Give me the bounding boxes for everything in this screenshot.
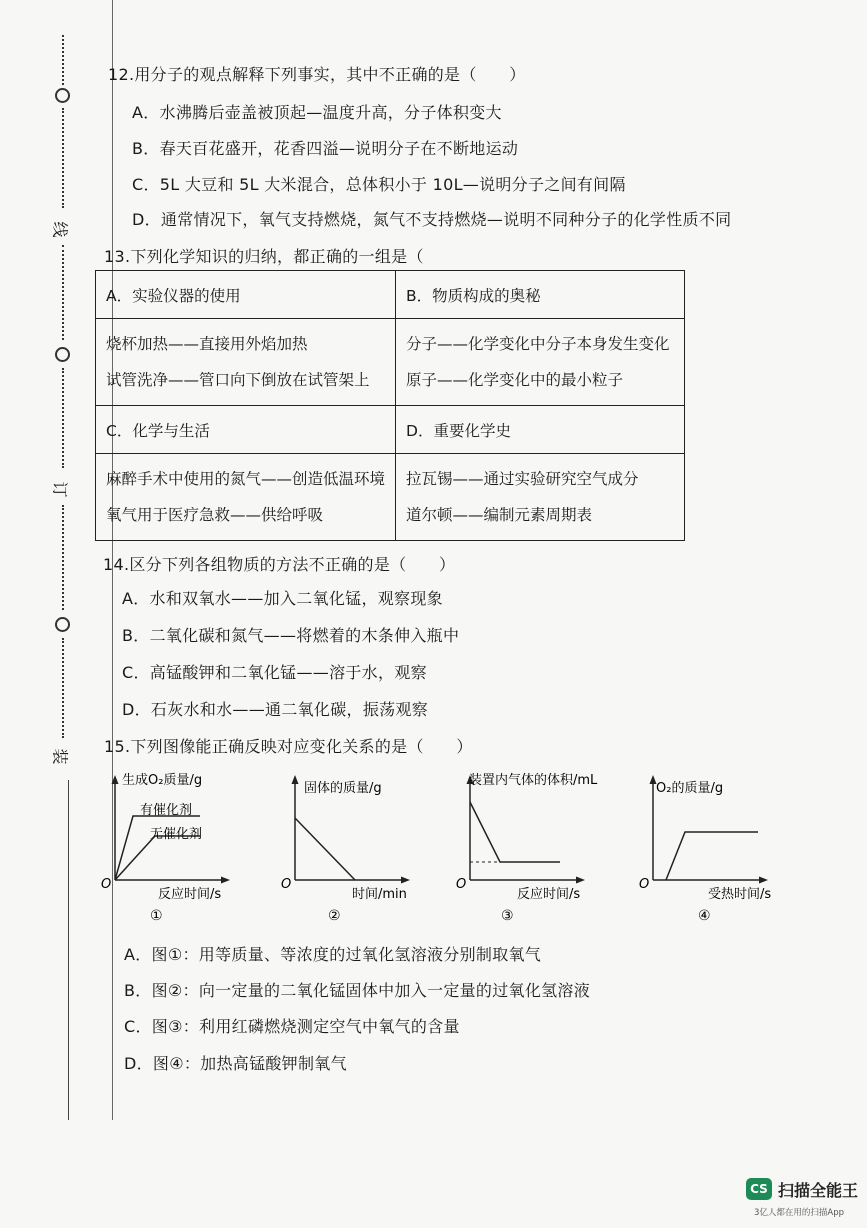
graph-3-svg <box>455 770 645 930</box>
q15-option-a: A．图①：用等质量、等浓度的过氧化氢溶液分别制取氧气 <box>124 945 542 964</box>
table-line: 氧气用于医疗急救——供给呼吸 <box>106 506 324 524</box>
table-cell-c-head: C．化学与生活 <box>96 406 396 454</box>
binding-hole <box>55 617 70 632</box>
graph-2 <box>280 770 450 934</box>
graph-4-number: ④ <box>698 908 711 924</box>
q15-option-d: D．图④：加热高锰酸钾制氧气 <box>124 1054 347 1073</box>
graph-2-origin: O <box>281 877 292 892</box>
x-axis-arrow <box>576 877 585 884</box>
x-axis-arrow <box>759 877 768 884</box>
table-line: 道尔顿——编制元素周期表 <box>406 506 593 524</box>
graph-1-ylabel: 生成O₂质量/g <box>122 773 203 788</box>
graph-4 <box>638 770 838 934</box>
q15-option-b: B．图②：向一定量的二氧化锰固体中加入一定量的过氧化氢溶液 <box>124 981 591 1000</box>
q12-option-a: A．水沸腾后壶盖被顶起—温度升高，分子体积变大 <box>132 103 502 122</box>
line-without-catalyst <box>115 836 200 880</box>
table-cell-b-head: B．物质构成的奥秘 <box>396 271 685 319</box>
graph-1 <box>100 770 290 934</box>
graph-1-label-no-catalyst: 无催化剂 <box>150 827 203 842</box>
watermark-app-name: 扫描全能王 <box>778 1181 859 1200</box>
graph-3-xlabel: 反应时间/s <box>517 887 581 902</box>
table-line: 试管洗净——管口向下倒放在试管架上 <box>106 371 370 389</box>
table-cell-a-head: A．实验仪器的使用 <box>96 271 396 319</box>
q12-stem: 12.用分子的观点解释下列事实，其中不正确的是（ ） <box>108 65 526 84</box>
graph-1-number: ① <box>150 908 163 924</box>
binding-char-line: 线 <box>50 221 70 238</box>
q14-option-d: D．石灰水和水——通二氧化碳，振荡观察 <box>122 700 429 719</box>
table-line: 原子——化学变化中的最小粒子 <box>406 371 624 389</box>
table-cell-a-body <box>96 319 396 406</box>
graph-1-xlabel: 反应时间/s <box>158 887 222 902</box>
graph-3-line <box>470 802 560 862</box>
graph-3-origin: O <box>456 877 467 892</box>
dotted-line <box>62 245 66 340</box>
y-axis-arrow <box>112 775 119 784</box>
dotted-line <box>62 638 66 738</box>
graph-2-svg <box>280 770 450 930</box>
binding-hole <box>55 88 70 103</box>
graph-4-svg <box>638 770 838 930</box>
x-axis-arrow <box>221 877 230 884</box>
graph-2-line <box>295 818 355 880</box>
margin-rule <box>68 780 69 1120</box>
q14-stem: 14.区分下列各组物质的方法不正确的是（ ） <box>103 555 456 574</box>
table-line: 麻醉手术中使用的氮气——创造低温环境 <box>106 470 386 488</box>
table-cell-c-body <box>96 454 396 541</box>
graph-4-ylabel: O₂的质量/g <box>656 781 724 796</box>
dotted-line <box>62 368 66 468</box>
dotted-line <box>62 35 66 85</box>
table-cell-d-head: D．重要化学史 <box>396 406 685 454</box>
binding-margin <box>40 0 80 1228</box>
binding-hole <box>55 347 70 362</box>
graph-3 <box>455 770 645 934</box>
dotted-line <box>62 108 66 208</box>
graph-1-label-catalyst: 有催化剂 <box>140 803 193 818</box>
graph-3-ylabel: 装置内气体的体积/mL <box>469 773 598 788</box>
x-axis-arrow <box>401 877 410 884</box>
q13-stem: 13.下列化学知识的归纳，都正确的一组是（ <box>104 247 424 266</box>
graph-3-number: ③ <box>501 908 514 924</box>
dotted-line <box>62 505 66 610</box>
table-line: 烧杯加热——直接用外焰加热 <box>106 335 308 353</box>
q15-option-c: C．图③：利用红磷燃烧测定空气中氧气的含量 <box>124 1017 460 1036</box>
q14-option-c: C．高锰酸钾和二氧化锰——溶于水，观察 <box>122 663 427 682</box>
table-cell-d-body <box>396 454 685 541</box>
q12-option-d: D．通常情况下，氧气支持燃烧，氮气不支持燃烧—说明不同种分子的化学性质不同 <box>132 210 732 229</box>
y-axis-arrow <box>292 775 299 784</box>
q12-option-b: B．春天百花盛开，花香四溢—说明分子在不断地运动 <box>132 139 519 158</box>
table-cell-b-body <box>396 319 685 406</box>
q14-option-a: A．水和双氧水——加入二氧化锰，观察现象 <box>122 589 443 608</box>
graph-1-origin: O <box>101 877 112 892</box>
q12-option-c: C．5L 大豆和 5L 大米混合，总体积小于 10L—说明分子之间有间隔 <box>132 175 626 194</box>
binding-char-pack: 装 <box>50 748 70 765</box>
table-line: 分子——化学变化中分子本身发生变化 <box>406 335 670 353</box>
graph-1-svg <box>100 770 290 930</box>
graph-4-line <box>666 832 758 880</box>
binding-char-order: 订 <box>50 481 70 498</box>
camscanner-logo-icon: CS <box>746 1178 772 1200</box>
graph-4-origin: O <box>639 877 650 892</box>
watermark-tagline: 3亿人都在用的扫描App <box>754 1208 845 1218</box>
q15-stem: 15.下列图像能正确反映对应变化关系的是（ ） <box>104 737 473 756</box>
graph-2-number: ② <box>328 908 341 924</box>
q14-option-b: B．二氧化碳和氮气——将燃着的木条伸入瓶中 <box>122 626 460 645</box>
graph-2-ylabel: 固体的质量/g <box>304 781 382 796</box>
table-line: 拉瓦锡——通过实验研究空气成分 <box>406 470 639 488</box>
q13-knowledge-table <box>95 270 685 541</box>
line-with-catalyst <box>115 816 203 880</box>
graph-2-xlabel: 时间/min <box>352 887 407 902</box>
graph-4-xlabel: 受热时间/s <box>708 887 772 902</box>
